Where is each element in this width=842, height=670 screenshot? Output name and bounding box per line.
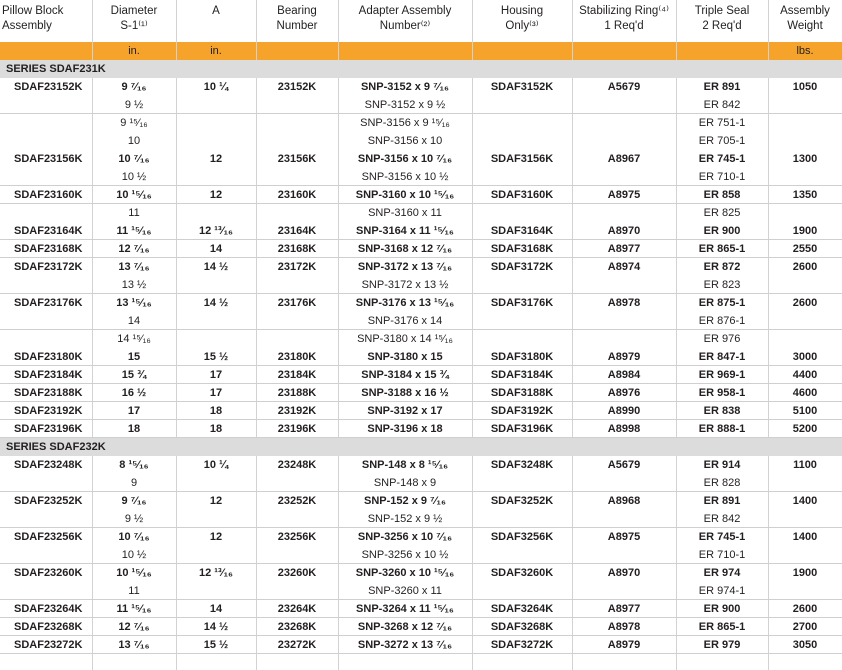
weight-cell: 1100 — [793, 459, 817, 471]
housing-cell: SDAF3184K — [490, 369, 554, 381]
adapter-cell: SNP-3196 x 18 — [367, 423, 443, 435]
seal-cell: ER 745-1 — [698, 153, 746, 165]
adapter-cell: SNP-3168 x 12 ⁷⁄₁₆ — [357, 243, 453, 255]
ring-cell: A8990 — [607, 405, 641, 417]
bearing-cell: 23184K — [277, 369, 317, 381]
seal-cell: ER 914 — [703, 459, 741, 471]
bearing-cell: 23196K — [277, 423, 317, 435]
seal-cell: ER 705-1 — [698, 135, 746, 147]
diameter-cell: 13 ½ — [121, 279, 147, 291]
bearing-cell: 23260K — [277, 567, 317, 579]
row-divider — [0, 653, 842, 654]
seal-cell: ER 974 — [703, 567, 741, 579]
seal-cell: ER 825 — [703, 207, 741, 219]
a-cell: 17 — [209, 387, 223, 399]
adapter-cell: SNP-3264 x 11 ¹⁵⁄₁₆ — [356, 603, 454, 615]
weight-cell: 1350 — [792, 189, 818, 201]
diameter-cell: 9 ⁷⁄₁₆ — [121, 81, 147, 93]
seal-cell: ER 847-1 — [698, 351, 746, 363]
assembly-cell: SDAF23196K — [14, 423, 83, 435]
bearing-cell: 23272K — [277, 639, 317, 651]
seal-cell: ER 865-1 — [698, 621, 746, 633]
ring-cell: A8998 — [607, 423, 641, 435]
unit-weight: lbs. — [796, 45, 814, 57]
diameter-cell: 9 ⁷⁄₁₆ — [121, 495, 147, 507]
a-cell: 10 ¼ — [203, 81, 229, 93]
adapter-cell: SNP-3172 x 13 ⁷⁄₁₆ — [357, 261, 453, 273]
housing-cell: SDAF3160K — [490, 189, 554, 201]
a-cell: 14 ½ — [203, 261, 229, 273]
diameter-cell: 14 — [127, 315, 141, 327]
seal-cell: ER 828 — [703, 477, 741, 489]
assembly-cell: SDAF23168K — [14, 243, 83, 255]
diameter-cell: 10 ¹⁵⁄₁₆ — [116, 189, 152, 201]
assembly-cell: SDAF23248K — [14, 459, 83, 471]
diameter-cell: 11 — [128, 207, 140, 219]
seal-cell: ER 710-1 — [698, 171, 746, 183]
ring-cell: A8976 — [607, 387, 641, 399]
adapter-cell: SNP-3260 x 11 — [368, 585, 442, 597]
diameter-cell: 10 ½ — [121, 549, 147, 561]
seal-cell: ER 751-1 — [698, 117, 746, 129]
assembly-cell: SDAF23264K — [14, 603, 83, 615]
a-cell: 12 ¹³⁄₁₆ — [199, 225, 233, 237]
assembly-cell: SDAF23156K — [14, 153, 83, 165]
seal-cell: ER 900 — [703, 603, 741, 615]
ring-cell: A8974 — [607, 261, 641, 273]
diameter-cell: 13 ⁷⁄₁₆ — [118, 261, 150, 273]
adapter-cell: SNP-3268 x 12 ⁷⁄₁₆ — [357, 621, 453, 633]
adapter-cell: SNP-3172 x 13 ½ — [361, 279, 449, 291]
adapter-cell: SNP-3184 x 15 ¾ — [361, 369, 449, 381]
housing-cell: SDAF3156K — [490, 153, 554, 165]
ring-cell: A8977 — [607, 243, 641, 255]
seal-cell: ER 858 — [703, 189, 741, 201]
adapter-cell: SNP-3192 x 17 — [367, 405, 443, 417]
adapter-cell: SNP-3156 x 10 ½ — [361, 171, 449, 183]
bearing-cell: 23188K — [277, 387, 317, 399]
adapter-cell: SNP-3176 x 13 ¹⁵⁄₁₆ — [355, 297, 455, 309]
seal-cell: ER 865-1 — [698, 243, 746, 255]
seal-cell: ER 891 — [703, 81, 741, 93]
a-cell: 17 — [209, 369, 223, 381]
ring-cell: A8975 — [607, 531, 641, 543]
diameter-cell: 12 ⁷⁄₁₆ — [118, 243, 150, 255]
weight-cell: 1400 — [792, 531, 818, 543]
housing-cell: SDAF3176K — [490, 297, 554, 309]
a-cell: 12 — [209, 495, 223, 507]
assembly-cell: SDAF23256K — [14, 531, 83, 543]
header-seal: Triple Seal 2 Req'd — [694, 5, 750, 32]
bearing-cell: 23172K — [277, 261, 317, 273]
bearing-cell: 23168K — [277, 243, 317, 255]
weight-cell: 2600 — [792, 297, 818, 309]
bearing-cell: 23176K — [277, 297, 317, 309]
ring-cell: A5679 — [607, 81, 641, 93]
bearing-cell: 23248K — [277, 459, 317, 471]
adapter-cell: SNP-3156 x 10 ⁷⁄₁₆ — [357, 153, 453, 165]
weight-cell: 3000 — [792, 351, 818, 363]
adapter-cell: SNP-3180 x 14 ¹⁵⁄₁₆ — [357, 333, 453, 345]
a-cell: 14 — [209, 243, 223, 255]
assembly-cell: SDAF23252K — [14, 495, 83, 507]
assembly-cell: SDAF23192K — [14, 405, 83, 417]
housing-cell: SDAF3260K — [490, 567, 554, 579]
assembly-cell: SDAF23272K — [14, 639, 83, 651]
seal-cell: ER 823 — [703, 279, 741, 291]
header-a: A — [212, 5, 220, 17]
a-cell: 18 — [209, 405, 223, 417]
weight-cell: 2600 — [792, 261, 818, 273]
weight-cell: 4400 — [792, 369, 818, 381]
a-cell: 14 ½ — [203, 621, 229, 633]
housing-cell: SDAF3168K — [490, 243, 554, 255]
seal-cell: ER 969-1 — [698, 369, 746, 381]
adapter-cell: SNP-3176 x 14 — [367, 315, 443, 327]
series-header: SERIES SDAF232K — [0, 438, 842, 456]
adapter-cell: SNP-3160 x 10 ¹⁵⁄₁₆ — [355, 189, 455, 201]
diameter-cell: 9 ¹⁵⁄₁₆ — [120, 117, 148, 129]
seal-cell: ER 891 — [703, 495, 741, 507]
bearing-cell: 23164K — [277, 225, 317, 237]
adapter-cell: SNP-3256 x 10 ½ — [361, 549, 449, 561]
header-ring: Stabilizing Ring⁽⁴⁾ 1 Req'd — [579, 5, 669, 32]
housing-cell: SDAF3188K — [490, 387, 554, 399]
bearing-cell: 23192K — [277, 405, 317, 417]
diameter-cell: 8 ¹⁵⁄₁₆ — [119, 459, 149, 471]
a-cell: 15 ½ — [203, 639, 229, 651]
assembly-cell: SDAF23268K — [14, 621, 83, 633]
adapter-cell: SNP-3272 x 13 ⁷⁄₁₆ — [357, 639, 453, 651]
bearing-cell: 23152K — [277, 81, 317, 93]
diameter-cell: 15 ¾ — [121, 369, 147, 381]
assembly-cell: SDAF23176K — [14, 297, 83, 309]
seal-cell: ER 710-1 — [698, 549, 746, 561]
header-weight: Assembly Weight — [780, 5, 830, 32]
adapter-cell: SNP-3152 x 9 ⁷⁄₁₆ — [360, 81, 450, 93]
diameter-cell: 10 — [127, 135, 141, 147]
assembly-cell: SDAF23260K — [14, 567, 83, 579]
ring-cell: A5679 — [607, 459, 641, 471]
weight-cell: 5200 — [792, 423, 818, 435]
bearing-cell: 23268K — [277, 621, 317, 633]
seal-cell: ER 838 — [703, 405, 741, 417]
weight-cell: 2600 — [792, 603, 818, 615]
a-cell: 12 ¹³⁄₁₆ — [199, 567, 233, 579]
weight-cell: 5100 — [792, 405, 818, 417]
a-cell: 18 — [209, 423, 223, 435]
adapter-cell: SNP-3156 x 9 ¹⁵⁄₁₆ — [360, 117, 450, 129]
a-cell: 14 — [209, 603, 223, 615]
bearing-cell: 23180K — [277, 351, 317, 363]
seal-cell: ER 974-1 — [698, 585, 746, 597]
ring-cell: A8979 — [607, 639, 641, 651]
weight-cell: 1400 — [792, 495, 818, 507]
a-cell: 12 — [209, 153, 223, 165]
seal-cell: ER 888-1 — [698, 423, 746, 435]
seal-cell: ER 745-1 — [698, 531, 746, 543]
adapter-cell: SNP-3152 x 9 ½ — [364, 99, 446, 111]
housing-cell: SDAF3248K — [490, 459, 554, 471]
diameter-cell: 14 ¹⁵⁄₁₆ — [117, 333, 151, 345]
adapter-cell: SNP-152 x 9 ⁷⁄₁₆ — [364, 495, 446, 507]
ring-cell: A8968 — [607, 495, 641, 507]
diameter-cell: 9 ½ — [124, 513, 144, 525]
ring-cell: A8970 — [607, 225, 641, 237]
housing-cell: SDAF3172K — [490, 261, 554, 273]
seal-cell: ER 900 — [703, 225, 741, 237]
unit-diameter: in. — [128, 45, 140, 57]
weight-cell: 1900 — [792, 225, 818, 237]
seal-cell: ER 872 — [703, 261, 741, 273]
assembly-cell: SDAF23172K — [14, 261, 83, 273]
diameter-cell: 10 ⁷⁄₁₆ — [118, 531, 150, 543]
housing-cell: SDAF3272K — [490, 639, 554, 651]
series-header: SERIES SDAF231K — [0, 60, 842, 78]
adapter-cell: SNP-3164 x 11 ¹⁵⁄₁₆ — [356, 225, 454, 237]
seal-cell: ER 976 — [703, 333, 741, 345]
unit-a: in. — [210, 45, 222, 57]
diameter-cell: 12 ⁷⁄₁₆ — [118, 621, 150, 633]
a-cell: 10 ¼ — [203, 459, 229, 471]
assembly-cell: SDAF23180K — [14, 351, 83, 363]
ring-cell: A8970 — [607, 567, 641, 579]
ring-cell: A8978 — [607, 621, 641, 633]
adapter-cell: SNP-3180 x 15 — [367, 351, 443, 363]
header-bearing: Bearing Number — [276, 5, 318, 32]
a-cell: 12 — [209, 189, 223, 201]
ring-cell: A8967 — [607, 153, 641, 165]
housing-cell: SDAF3192K — [490, 405, 554, 417]
weight-cell: 3050 — [792, 639, 818, 651]
diameter-cell: 18 — [127, 423, 141, 435]
assembly-cell: SDAF23160K — [14, 189, 83, 201]
diameter-cell: 11 ¹⁵⁄₁₆ — [116, 225, 152, 237]
assembly-cell: SDAF23184K — [14, 369, 83, 381]
ring-cell: A8984 — [607, 369, 641, 381]
a-cell: 14 ½ — [203, 297, 229, 309]
header-housing: Housing Only⁽³⁾ — [500, 5, 544, 32]
header-assembly: Pillow Block Assembly — [2, 5, 64, 32]
a-cell: 12 — [209, 531, 223, 543]
weight-cell: 4600 — [792, 387, 818, 399]
ring-cell: A8978 — [607, 297, 641, 309]
weight-cell: 1900 — [792, 567, 818, 579]
housing-cell: SDAF3152K — [490, 81, 554, 93]
adapter-cell: SNP-3156 x 10 — [367, 135, 443, 147]
seal-cell: ER 842 — [703, 99, 741, 111]
header-adapter: Adapter Assembly Number⁽²⁾ — [358, 5, 452, 32]
adapter-cell: SNP-148 x 9 — [373, 477, 437, 489]
seal-cell: ER 979 — [703, 639, 741, 651]
ring-cell: A8977 — [607, 603, 641, 615]
diameter-cell: 13 ⁷⁄₁₆ — [118, 639, 150, 651]
assembly-cell: SDAF23152K — [14, 81, 83, 93]
diameter-cell: 9 ½ — [124, 99, 144, 111]
adapter-cell: SNP-148 x 8 ¹⁵⁄₁₆ — [361, 459, 449, 471]
diameter-cell: 13 ¹⁵⁄₁₆ — [116, 297, 152, 309]
housing-cell: SDAF3268K — [490, 621, 554, 633]
weight-cell: 1050 — [792, 81, 818, 93]
bearing-cell: 23156K — [277, 153, 317, 165]
bearing-cell: 23252K — [277, 495, 317, 507]
bearing-cell: 23264K — [277, 603, 317, 615]
housing-cell: SDAF3252K — [490, 495, 554, 507]
diameter-cell: 10 ⁷⁄₁₆ — [118, 153, 150, 165]
assembly-cell: SDAF23188K — [14, 387, 83, 399]
bearing-cell: 23256K — [277, 531, 317, 543]
diameter-cell: 11 — [128, 585, 140, 597]
seal-cell: ER 876-1 — [698, 315, 746, 327]
seal-cell: ER 958-1 — [698, 387, 746, 399]
diameter-cell: 11 ¹⁵⁄₁₆ — [116, 603, 152, 615]
housing-cell: SDAF3164K — [490, 225, 554, 237]
a-cell: 15 ½ — [203, 351, 229, 363]
ring-cell: A8979 — [607, 351, 641, 363]
diameter-cell: 15 — [127, 351, 141, 363]
diameter-cell: 10 ¹⁵⁄₁₆ — [116, 567, 152, 579]
housing-cell: SDAF3264K — [490, 603, 554, 615]
seal-cell: ER 842 — [703, 513, 741, 525]
table-header — [0, 0, 842, 42]
units-row — [0, 42, 842, 60]
housing-cell: SDAF3196K — [490, 423, 554, 435]
adapter-cell: SNP-3188 x 16 ½ — [361, 387, 449, 399]
diameter-cell: 16 ½ — [121, 387, 147, 399]
diameter-cell: 9 — [130, 477, 138, 489]
adapter-cell: SNP-3260 x 10 ¹⁵⁄₁₆ — [355, 567, 455, 579]
assembly-cell: SDAF23164K — [14, 225, 83, 237]
ring-cell: A8975 — [607, 189, 641, 201]
adapter-cell: SNP-3256 x 10 ⁷⁄₁₆ — [357, 531, 453, 543]
adapter-cell: SNP-3160 x 11 — [368, 207, 442, 219]
weight-cell: 2700 — [792, 621, 818, 633]
diameter-cell: 10 ½ — [121, 171, 147, 183]
housing-cell: SDAF3256K — [490, 531, 554, 543]
bearing-cell: 23160K — [277, 189, 317, 201]
header-diameter: Diameter S-1⁽¹⁾ — [110, 5, 158, 32]
seal-cell: ER 875-1 — [698, 297, 746, 309]
housing-cell: SDAF3180K — [490, 351, 554, 363]
weight-cell: 1300 — [792, 153, 818, 165]
weight-cell: 2550 — [792, 243, 818, 255]
adapter-cell: SNP-152 x 9 ½ — [367, 513, 443, 525]
diameter-cell: 17 — [127, 405, 141, 417]
